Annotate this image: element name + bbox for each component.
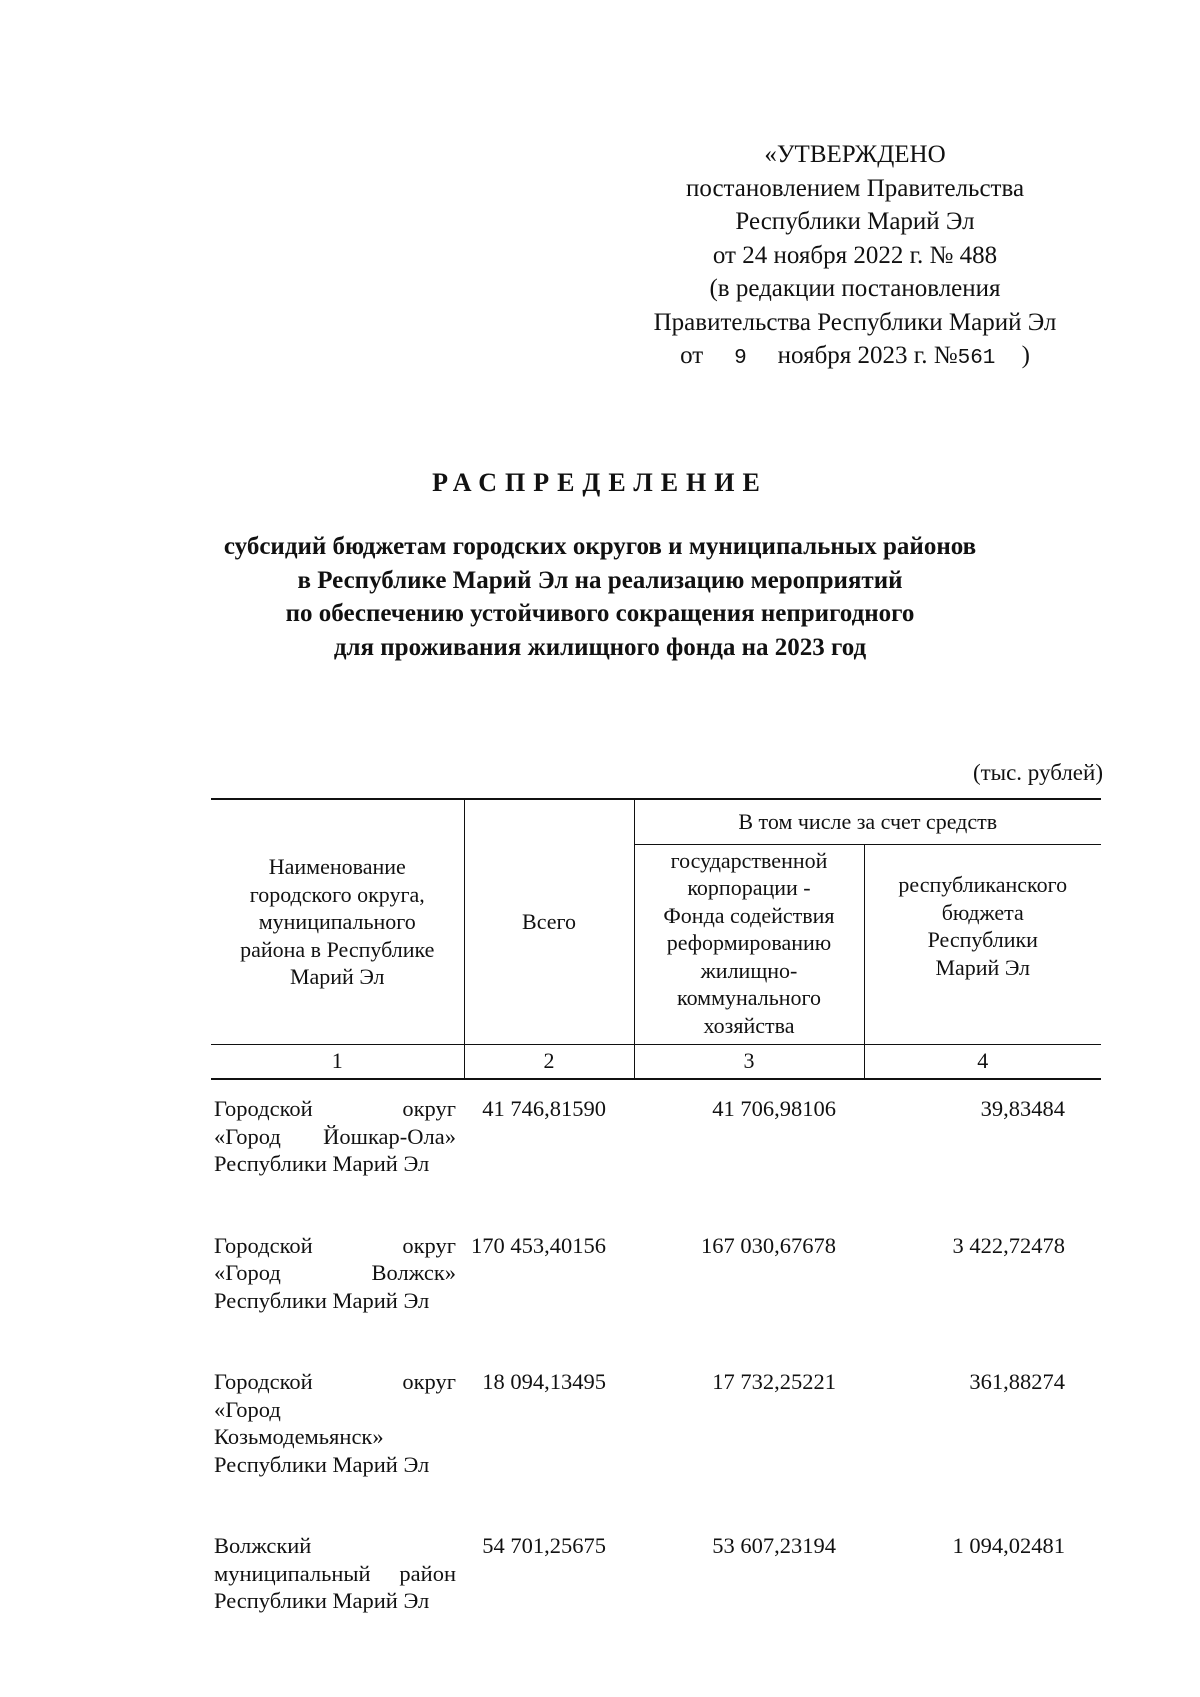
approval-number: 561 (957, 347, 996, 370)
row-name-line: «Город (214, 1396, 281, 1422)
table-header (211, 798, 1101, 1080)
header-name: Наименование городского округа, муниципального района в Республике Марий Эл (240, 854, 435, 989)
header-group-cell (634, 799, 1101, 844)
header-republic-cell (864, 844, 1101, 1044)
row-name-line: Козьмодемьянск» (214, 1424, 384, 1449)
row-fund: 53 607,23194 (712, 1533, 836, 1558)
row-name-line: Городской округ (214, 1232, 456, 1258)
table-body (214, 1095, 1101, 1669)
row-fund: 41 706,98106 (712, 1096, 836, 1121)
subtitle-line: субсидий бюджетам городских округов и муниципальных районов (223, 533, 977, 560)
row-total: 170 453,40156 (471, 1232, 606, 1258)
row-name (214, 1532, 456, 1615)
row-name-line: «Город Йошкар-Ола» (214, 1123, 456, 1149)
approval-line: от 24 ноября 2022 г. № 488 (712, 241, 998, 269)
header-total-cell (464, 799, 634, 1044)
row-fund: 17 732,25221 (712, 1369, 836, 1394)
column-number: 1 (211, 1044, 464, 1079)
approval-line: постановлением Правительства (685, 174, 1025, 202)
document-title: РАСПРЕДЕЛЕНИЕ (432, 468, 768, 497)
row-name-line: Городской округ (214, 1369, 456, 1394)
approval-line: Правительства Республики Марий Эл (653, 308, 1057, 336)
approval-line: Республики Марий Эл (735, 208, 975, 235)
header-fund: государственной корпорации - Фонда содействия реформированию жилищно- коммунального хозяйства (663, 847, 835, 1038)
table-row (214, 1095, 1101, 1178)
row-name-line: Республики Марий Эл (214, 1588, 430, 1613)
approval-stamp (600, 138, 1110, 376)
subtitle-line: для проживания жилищного фонда на 2023 год (333, 633, 867, 661)
row-republic: 361,88274 (969, 1369, 1065, 1394)
column-number: 4 (977, 1048, 989, 1074)
table-row (214, 1368, 1101, 1478)
row-name-line: Волжский (214, 1533, 312, 1558)
table-row (214, 1532, 1101, 1615)
header-name-cell (211, 799, 464, 1044)
row-name-line: Республики Марий Эл (214, 1287, 430, 1313)
units-label: (тыс. рублей) (972, 760, 1103, 785)
row-name-line: Городской округ (214, 1096, 456, 1121)
row-total: 18 094,13495 (482, 1369, 606, 1394)
table-row (214, 1232, 1101, 1315)
document-subtitle (150, 530, 1050, 664)
row-republic: 1 094,02481 (952, 1533, 1065, 1558)
row-fund: 167 030,67678 (701, 1232, 836, 1258)
row-name-line: муниципальный район (214, 1560, 456, 1586)
subtitle-line: в Республике Марий Эл на реализацию мероприятий (297, 566, 903, 594)
header-group: В том числе за счет средств (738, 809, 998, 834)
row-name-line: «Город Волжск» (214, 1260, 456, 1285)
row-name (214, 1232, 456, 1315)
column-number: 3 (634, 1044, 864, 1079)
approval-month-year: ноября 2023 г. № (777, 342, 958, 369)
row-name-line: Республики Марий Эл (214, 1451, 430, 1477)
approval-line: «УТВЕРЖДЕНО (764, 141, 946, 168)
approval-line: (в редакции постановления (709, 275, 1001, 302)
column-number: 2 (464, 1044, 634, 1079)
row-republic: 39,83484 (980, 1096, 1065, 1121)
subtitle-line: по обеспечению устойчивого сокращения непригодного (285, 600, 915, 627)
approval-close-paren: ) (1021, 342, 1030, 369)
header-fund-cell (634, 844, 864, 1044)
row-total: 41 746,81590 (482, 1096, 606, 1121)
approval-day: 9 (734, 347, 747, 370)
row-total: 54 701,25675 (482, 1533, 606, 1558)
header-republic: республиканского бюджета Республики Марий Эл (898, 872, 1068, 980)
row-name-line: Республики Марий Эл (214, 1151, 430, 1176)
header-total: Всего (522, 909, 576, 934)
approval-from: от (680, 342, 704, 369)
column-numbers-row (211, 1044, 1101, 1079)
row-name (214, 1368, 456, 1478)
row-name (214, 1095, 456, 1178)
row-republic: 3 422,72478 (952, 1232, 1065, 1258)
approval-amendment-line (600, 339, 1110, 376)
